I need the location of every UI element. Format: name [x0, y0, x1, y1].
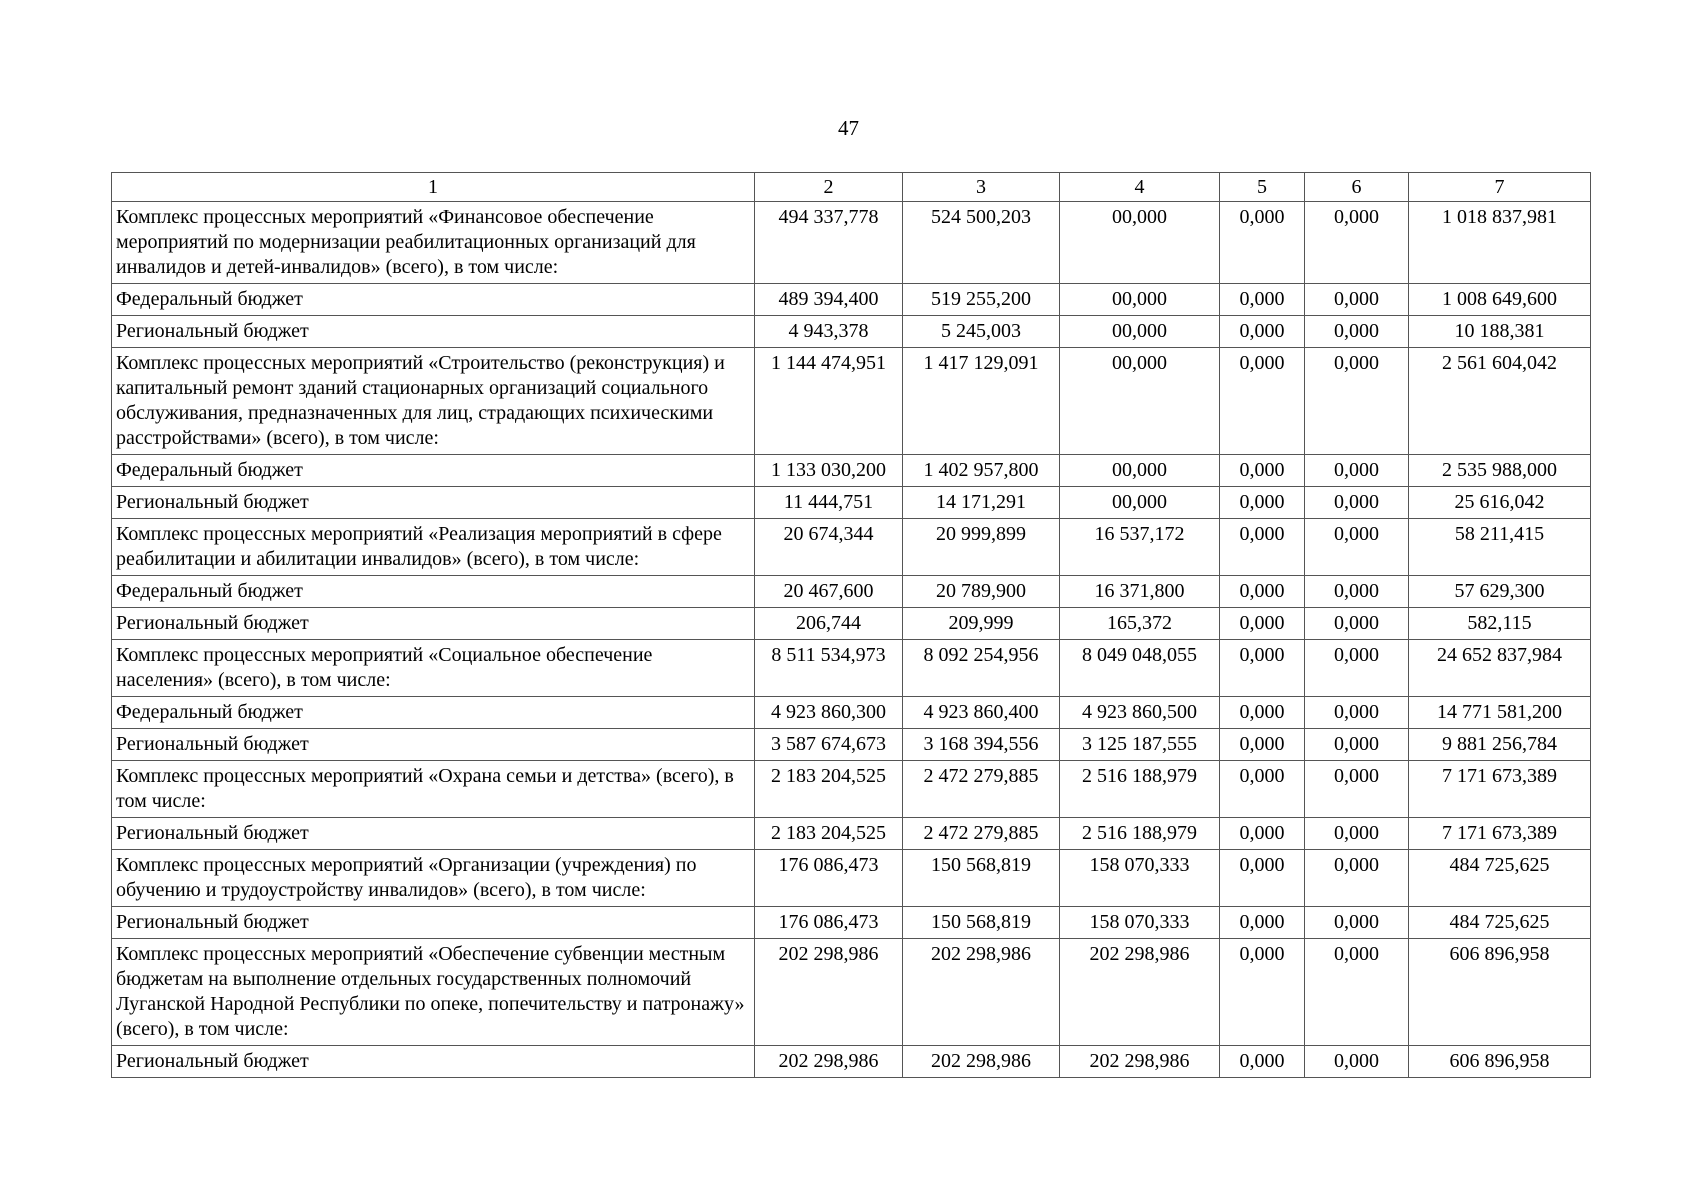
table-row: [112, 640, 1591, 697]
cell-value: 0,000: [1220, 284, 1305, 316]
cell-value: 2 183 204,525: [755, 761, 903, 818]
cell-value: 484 725,625: [1409, 850, 1591, 907]
table-row: [112, 818, 1591, 850]
cell-value: 489 394,400: [755, 284, 903, 316]
cell-value: 0,000: [1305, 455, 1409, 487]
cell-value: 8 092 254,956: [903, 640, 1060, 697]
cell-value: 4 923 860,300: [755, 697, 903, 729]
cell-value: 494 337,778: [755, 202, 903, 284]
row-label: Региональный бюджет: [112, 729, 755, 761]
table-row: [112, 761, 1591, 818]
table-row: [112, 697, 1591, 729]
cell-value: 16 371,800: [1060, 576, 1220, 608]
cell-value: 0,000: [1305, 850, 1409, 907]
table-row: [112, 202, 1591, 284]
cell-value: 57 629,300: [1409, 576, 1591, 608]
cell-value: 0,000: [1220, 761, 1305, 818]
cell-value: 16 537,172: [1060, 519, 1220, 576]
cell-value: 0,000: [1305, 907, 1409, 939]
column-header: 3: [903, 173, 1060, 202]
cell-value: 0,000: [1305, 608, 1409, 640]
cell-value: 209,999: [903, 608, 1060, 640]
cell-value: 00,000: [1060, 455, 1220, 487]
row-label: Федеральный бюджет: [112, 697, 755, 729]
cell-value: 20 674,344: [755, 519, 903, 576]
cell-value: 0,000: [1305, 316, 1409, 348]
cell-value: 00,000: [1060, 284, 1220, 316]
row-label: Комплекс процессных мероприятий «Организации (учреждения) по обучению и трудоустройству инвалидов» (всего), в том числе:: [112, 850, 755, 907]
budget-table: [111, 172, 1591, 1078]
cell-value: 58 211,415: [1409, 519, 1591, 576]
column-header: 1: [112, 173, 755, 202]
row-label: Федеральный бюджет: [112, 284, 755, 316]
cell-value: 524 500,203: [903, 202, 1060, 284]
table-row: [112, 519, 1591, 576]
row-label: Комплекс процессных мероприятий «Строительство (реконструкция) и капитальный ремонт зданий стационарных организаций социального обслуживания, предназначенных для лиц, страдающих психическими расстройствами» (всего), в том числе:: [112, 348, 755, 455]
cell-value: 0,000: [1305, 519, 1409, 576]
cell-value: 24 652 837,984: [1409, 640, 1591, 697]
cell-value: 25 616,042: [1409, 487, 1591, 519]
row-label: Региональный бюджет: [112, 907, 755, 939]
cell-value: 00,000: [1060, 487, 1220, 519]
cell-value: 0,000: [1305, 487, 1409, 519]
cell-value: 606 896,958: [1409, 939, 1591, 1046]
cell-value: 150 568,819: [903, 907, 1060, 939]
cell-value: 1 417 129,091: [903, 348, 1060, 455]
cell-value: 202 298,986: [903, 939, 1060, 1046]
cell-value: 4 923 860,400: [903, 697, 1060, 729]
cell-value: 1 133 030,200: [755, 455, 903, 487]
cell-value: 176 086,473: [755, 907, 903, 939]
table-row: [112, 487, 1591, 519]
cell-value: 202 298,986: [755, 939, 903, 1046]
cell-value: 202 298,986: [1060, 939, 1220, 1046]
cell-value: 0,000: [1220, 519, 1305, 576]
cell-value: 00,000: [1060, 316, 1220, 348]
row-label: Региональный бюджет: [112, 316, 755, 348]
table-row: [112, 1046, 1591, 1078]
cell-value: 0,000: [1220, 818, 1305, 850]
row-label: Региональный бюджет: [112, 1046, 755, 1078]
row-label: Комплекс процессных мероприятий «Реализация мероприятий в сфере реабилитации и абилитации инвалидов» (всего), в том числе:: [112, 519, 755, 576]
cell-value: 165,372: [1060, 608, 1220, 640]
cell-value: 0,000: [1305, 818, 1409, 850]
cell-value: 0,000: [1305, 729, 1409, 761]
cell-value: 1 402 957,800: [903, 455, 1060, 487]
row-label: Комплекс процессных мероприятий «Обеспечение субвенции местным бюджетам на выполнение отдельных государственных полномочий Луганской Народной Республики по опеке, попечительству и патронажу» (всего), в том числе:: [112, 939, 755, 1046]
cell-value: 0,000: [1305, 202, 1409, 284]
cell-value: 2 472 279,885: [903, 818, 1060, 850]
cell-value: 202 298,986: [755, 1046, 903, 1078]
cell-value: 0,000: [1220, 850, 1305, 907]
cell-value: 0,000: [1220, 576, 1305, 608]
cell-value: 0,000: [1220, 202, 1305, 284]
cell-value: 0,000: [1220, 697, 1305, 729]
cell-value: 202 298,986: [903, 1046, 1060, 1078]
cell-value: 8 049 048,055: [1060, 640, 1220, 697]
cell-value: 0,000: [1220, 608, 1305, 640]
column-header: 7: [1409, 173, 1591, 202]
cell-value: 1 144 474,951: [755, 348, 903, 455]
cell-value: 606 896,958: [1409, 1046, 1591, 1078]
column-header: 4: [1060, 173, 1220, 202]
cell-value: 4 943,378: [755, 316, 903, 348]
cell-value: 14 771 581,200: [1409, 697, 1591, 729]
table-row: [112, 608, 1591, 640]
cell-value: 0,000: [1220, 455, 1305, 487]
table-row: [112, 576, 1591, 608]
cell-value: 11 444,751: [755, 487, 903, 519]
cell-value: 484 725,625: [1409, 907, 1591, 939]
cell-value: 0,000: [1220, 640, 1305, 697]
table-row: [112, 939, 1591, 1046]
cell-value: 158 070,333: [1060, 907, 1220, 939]
page-number: 47: [838, 116, 859, 140]
cell-value: 7 171 673,389: [1409, 761, 1591, 818]
cell-value: 0,000: [1305, 939, 1409, 1046]
cell-value: 2 183 204,525: [755, 818, 903, 850]
row-label: Региональный бюджет: [112, 818, 755, 850]
cell-value: 10 188,381: [1409, 316, 1591, 348]
table-row: [112, 284, 1591, 316]
table-row: [112, 455, 1591, 487]
cell-value: 0,000: [1305, 284, 1409, 316]
column-header: 6: [1305, 173, 1409, 202]
row-label: Региональный бюджет: [112, 608, 755, 640]
cell-value: 519 255,200: [903, 284, 1060, 316]
cell-value: 3 587 674,673: [755, 729, 903, 761]
cell-value: 202 298,986: [1060, 1046, 1220, 1078]
cell-value: 2 516 188,979: [1060, 761, 1220, 818]
cell-value: 176 086,473: [755, 850, 903, 907]
cell-value: 20 789,900: [903, 576, 1060, 608]
cell-value: 158 070,333: [1060, 850, 1220, 907]
cell-value: 582,115: [1409, 608, 1591, 640]
cell-value: 150 568,819: [903, 850, 1060, 907]
row-label: Комплекс процессных мероприятий «Охрана семьи и детства» (всего), в том числе:: [112, 761, 755, 818]
table-body: [112, 202, 1591, 1078]
cell-value: 2 561 604,042: [1409, 348, 1591, 455]
cell-value: 8 511 534,973: [755, 640, 903, 697]
cell-value: 1 018 837,981: [1409, 202, 1591, 284]
cell-value: 9 881 256,784: [1409, 729, 1591, 761]
cell-value: 20 999,899: [903, 519, 1060, 576]
cell-value: 0,000: [1220, 729, 1305, 761]
cell-value: 2 516 188,979: [1060, 818, 1220, 850]
cell-value: 2 535 988,000: [1409, 455, 1591, 487]
cell-value: 00,000: [1060, 348, 1220, 455]
table-row: [112, 907, 1591, 939]
cell-value: 14 171,291: [903, 487, 1060, 519]
cell-value: 3 168 394,556: [903, 729, 1060, 761]
cell-value: 0,000: [1305, 348, 1409, 455]
row-label: Региональный бюджет: [112, 487, 755, 519]
cell-value: 0,000: [1220, 1046, 1305, 1078]
cell-value: 0,000: [1220, 348, 1305, 455]
row-label: Комплекс процессных мероприятий «Социальное обеспечение населения» (всего), в том числе:: [112, 640, 755, 697]
cell-value: 0,000: [1305, 697, 1409, 729]
cell-value: 0,000: [1305, 1046, 1409, 1078]
cell-value: 3 125 187,555: [1060, 729, 1220, 761]
column-header: 2: [755, 173, 903, 202]
cell-value: 206,744: [755, 608, 903, 640]
row-label: Федеральный бюджет: [112, 576, 755, 608]
cell-value: 0,000: [1220, 316, 1305, 348]
table-row: [112, 348, 1591, 455]
cell-value: 0,000: [1305, 576, 1409, 608]
cell-value: 5 245,003: [903, 316, 1060, 348]
column-header: 5: [1220, 173, 1305, 202]
table-row: [112, 316, 1591, 348]
row-label: Комплекс процессных мероприятий «Финансовое обеспечение мероприятий по модернизации реабилитационных организаций для инвалидов и детей-инвалидов» (всего), в том числе:: [112, 202, 755, 284]
cell-value: 0,000: [1220, 487, 1305, 519]
cell-value: 1 008 649,600: [1409, 284, 1591, 316]
cell-value: 7 171 673,389: [1409, 818, 1591, 850]
cell-value: 0,000: [1220, 939, 1305, 1046]
table-row: [112, 850, 1591, 907]
cell-value: 2 472 279,885: [903, 761, 1060, 818]
cell-value: 0,000: [1305, 640, 1409, 697]
cell-value: 00,000: [1060, 202, 1220, 284]
cell-value: 4 923 860,500: [1060, 697, 1220, 729]
header-row: [112, 173, 1591, 202]
cell-value: 20 467,600: [755, 576, 903, 608]
cell-value: 0,000: [1305, 761, 1409, 818]
table-row: [112, 729, 1591, 761]
cell-value: 0,000: [1220, 907, 1305, 939]
row-label: Федеральный бюджет: [112, 455, 755, 487]
